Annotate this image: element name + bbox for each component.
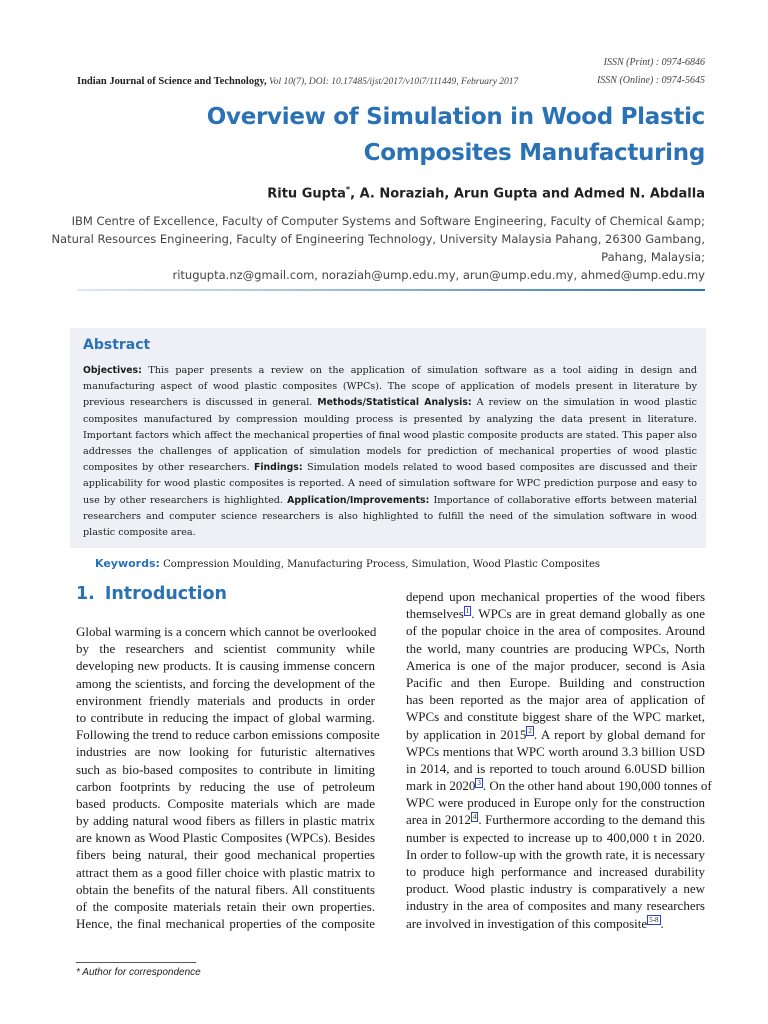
line-text: . Furthermore according to the demand this [478,812,705,828]
body-line: America is one of the major producer, second is Asia [406,657,705,673]
body-line: developing new products. It is causing immense concern [76,658,375,674]
affiliation [45,212,705,284]
body-line: among the scientists, and forcing the development of the [76,675,375,691]
affiliation-line: Pahang, Malaysia; [601,250,705,264]
body-line [406,777,712,794]
line-text: . On the other hand about 190,000 tonnes of [482,778,712,794]
body-line: of the composite materials retain their own properties. [76,899,375,914]
line-text: by application in 2015 [406,726,527,742]
line-text: mark in 2020 [406,778,476,794]
right-column [406,588,712,932]
issn-online: ISSN (Online) : 0974-5645 [596,75,705,86]
abstract-text [83,363,697,541]
section-title: Introduction [104,584,228,604]
body-line: depend upon mechanical properties of the wood fibers [406,589,705,604]
body-line: Hence, the final mechanical properties of the composite [76,916,375,932]
body-line: WPCs mentions that WPC worth around 3.3 billion USD [406,743,705,759]
body-line: of the popular choice in the area of composites. Around [406,623,705,639]
citation-link[interactable]: 1 [465,606,470,615]
abstract-heading: Abstract [83,337,151,353]
body-line: carbon footprints by reducing the use of petroleum [76,778,375,794]
line-text: . WPCs are in great demand globally as one [471,606,705,622]
affiliation-line: Natural Resources Engineering, Faculty of Engineering Technology, University Malaysia Pahang, 26300 Gambang, [51,232,705,246]
methods-label: Methods/Statistical Analysis: [317,397,472,409]
paper-title [85,99,705,171]
title-line-2: Composites Manufacturing [363,140,705,166]
section-heading-introduction [76,584,227,604]
citation-link[interactable]: 5-8 [649,916,659,925]
body-line: in 2014, and is reported to touch around 6.0USD billion [406,760,705,776]
findings-text: Simulation models related to wood based composites are discussed and their applicability for wood plastic composites is reported. A need of simulation software for WPC prediction purpose and easy to use by other researchers is highlighted. [83,462,697,506]
title-line-1: Overview of Simulation in Wood Plastic [206,104,705,130]
line-text: area in 2012 [406,812,471,828]
body-line: to contribute in reducing the impact of global warming. [76,709,375,725]
body-line: product. Wood plastic industry is comparatively a new [406,881,705,897]
body-line: Following the trend to reduce carbon emissions composite [76,727,380,743]
objectives-label: Objectives: [83,365,142,376]
body-line: fibers being natural, their good mechanical properties [76,847,375,863]
body-line: by the researchers and scientist community while [76,641,375,657]
author-emails: ritugupta.nz@gmail.com, noraziah@ump.edu.my, arun@ump.edu.my, ahmed@ump.edu.my [172,268,705,282]
body-line: Pacific and then Europe. Building and construction [406,674,705,690]
body-line: industry in the area of composites and many researchers [406,898,705,914]
footnote-divider [76,962,196,963]
methods-text: A review on the simulation in wood plastic composites manufactured by compression moulding process is presented by analyzing the data present in literature. Important factors which affect the mechanical properties of final wood plastic composite products are stated. This paper also addresses the challenges of application of simulation models for prediction of mechanical properties of wood plastic composites by other researchers. [83,397,697,474]
body-line: WPCs and constitute biggest share of the WPC market, [406,709,705,725]
authors [267,185,705,201]
author-star: * [345,185,351,194]
body-line: WPC were produced in Europe only for the construction [406,795,705,811]
objectives-text: This paper presents a review on the application of simulation software as a tool aiding in design and manufacturing aspect of wood plastic composites (WPCs). The scope of application of models present in literature by previous researchers is discussed in general. [83,365,697,409]
citation-link[interactable]: 4 [472,813,477,822]
body-line: attract them as a good filler choice with plastic matrix to [76,864,375,880]
body-line: Global warming is a concern which cannot be overlooked [76,624,377,639]
line-text: themselves [406,606,464,622]
issn-print: ISSN (Print) : 0974-6846 [603,57,705,68]
keywords-label: Keywords: [95,557,160,570]
keywords [95,557,600,570]
body-line [406,915,705,932]
section-number: 1. [76,584,95,604]
line-text: are involved in investigation of this composite [406,915,648,931]
author-others: , A. Noraziah, Arun Gupta and Admed N. Abdalla [350,186,705,202]
findings-label: Findings: [254,462,303,474]
body-line [406,726,705,743]
body-line: industries are now looking for futuristic alternatives [76,744,375,760]
journal-name: Indian Journal of Science and Technology, [77,76,267,87]
body-line [406,605,705,622]
body-line: by adding natural wood fibers as fillers in plastic matrix [76,813,375,829]
journal-line [77,76,518,87]
affiliation-line: IBM Centre of Excellence, Faculty of Computer Systems and Software Engineering, Faculty of Chemical &amp; [71,214,705,228]
author-corresponding: Ritu Gupta [267,186,346,202]
line-text: . [660,915,664,931]
body-line: environment friendly materials and products in order [76,692,375,708]
body-line: has been reported as the major area of application of [406,692,705,708]
citation-link[interactable]: 3 [477,778,481,787]
body-line: such as bio-based composites to contribute in limiting [76,761,375,777]
keywords-text: Compression Moulding, Manufacturing Process, Simulation, Wood Plastic Composites [159,559,601,570]
application-label: Application/Improvements: [287,494,430,506]
footnote: * Author for correspondence [76,967,201,978]
body-line [406,811,705,828]
abstract-box [70,328,706,548]
journal-meta: Vol 10(7), DOI: 10.17485/ijst/2017/v10i7/111449, February 2017 [266,77,519,87]
body-line: are known as Wood Plastic Composites (WPCs). Besides [76,830,375,846]
line-text: . A report by global demand for [533,726,705,742]
body-line: the world, many countries are producing WPCs, North [406,640,705,656]
body-line: obtain the benefits of the natural fibers. All constituents [76,881,375,897]
application-text: Importance of collaborative efforts between material researchers and computer science researchers is also highlighted to fulfill the need of the simulation software in wood plastic composite area. [83,494,697,539]
body-line: based products. Composite materials which are made [76,795,375,811]
citation-link[interactable]: 2 [528,727,532,736]
body-line: number is expected to increase up to 400,000 t in 2020. [406,829,705,845]
left-column [76,623,380,932]
header-divider [77,289,705,291]
body-line: to produce high performance and increased durability [406,864,705,879]
body-line: In order to follow-up with the growth rate, it is necessary [406,846,705,862]
